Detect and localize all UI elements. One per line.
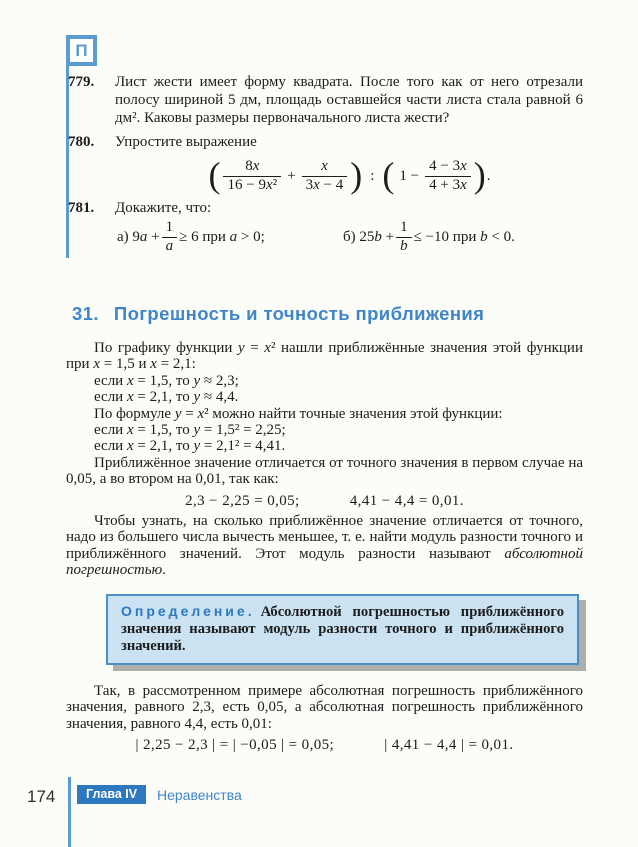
problem-text: Лист жести имеет форму квадрата. После того как от него отрезали полосу шириной 5 дм, площадь оставшейся части листа стала равной 6 дм². Каковы размеры первоначального листа жести?	[115, 74, 583, 126]
paragraph: По формуле y = x² можно найти точные значения этой функции:	[94, 405, 503, 422]
problem-781-items	[117, 220, 583, 255]
one-minus: 1 −	[399, 167, 420, 184]
page-number: 174	[27, 787, 56, 806]
fraction: $\frac{x}{3x - 4}$	[302, 159, 348, 194]
problem-text: Докажите, что:	[115, 199, 212, 216]
case-line: если x = 2,1, то y = 2,1² = 4,41.	[94, 438, 286, 455]
fraction: $\frac{1}{a}$	[162, 220, 178, 255]
problem-779	[68, 74, 583, 127]
problem-number: 780.	[68, 134, 95, 151]
equations-row	[66, 737, 583, 753]
case-line: если x = 1,5, то y = 1,5² = 2,25;	[94, 422, 286, 439]
section-title	[72, 303, 484, 325]
equation: | 4,41 − 4,4 | = 0,01.	[384, 736, 514, 753]
division-colon: :	[370, 167, 375, 184]
chapter-badge: Глава IV	[77, 785, 146, 804]
case-line: если x = 1,5, то y ≈ 2,3;	[94, 372, 239, 389]
problem-780	[68, 134, 583, 152]
equations-row	[66, 493, 583, 509]
fraction: $\frac{8x}{\text{16 − 9x²}}$	[223, 159, 281, 194]
paragraph: Чтобы узнать, на сколько приближённое значение отличается от точного, надо из большего числа вычесть меньшее, т. е. найти модуль разности точного и приближённого значений. Этот модуль разности называют абсолютной погрешностью.	[66, 513, 583, 579]
paragraph: По графику функции y = x² нашли приближённые значения этой функции при x = 1,5 и x = 2,1:	[66, 340, 583, 373]
case-line: если x = 2,1, то y ≈ 4,4.	[94, 389, 239, 406]
marker-letter: П	[75, 40, 88, 60]
paragraph: Приближённое значение отличается от точного значения в первом случае на 0,05, а во втором на 0,01, так как:	[66, 454, 583, 488]
equation: 2,3 − 2,25 = 0,05;	[185, 492, 300, 509]
period: .	[486, 167, 491, 184]
section-body	[66, 340, 583, 757]
problem-number: 779.	[68, 74, 95, 90]
definition-box	[106, 594, 579, 665]
fraction: $\frac{4 - 3x}{4 + 3x}$	[425, 159, 471, 194]
section-title-text: Погрешность и точность приближения	[113, 303, 485, 324]
item-a: а) 9a + $\frac{1}{a}$ ≥ 6 при a > 0;	[117, 219, 265, 255]
equation: | 2,25 − 2,3 | = | −0,05 | = 0,05;	[135, 736, 335, 753]
paragraph: Так, в рассмотренном примере абсолютная погрешность приближённого значения, равного 2,3, есть 0,05, а абсолютная погрешность приближённого значения, равного 4,4, есть 0,01:	[66, 682, 583, 732]
problem-number: 781.	[68, 199, 95, 216]
fraction: $\frac{1}{b}$	[396, 220, 412, 255]
chapter-title: Неравенства	[157, 787, 242, 803]
problem-781	[68, 200, 583, 218]
problems-section-marker-icon	[66, 35, 97, 66]
item-b: б) 25b + $\frac{1}{b}$ ≤ −10 при b < 0.	[343, 219, 515, 255]
definition-text	[121, 603, 564, 655]
section-number: 31.	[72, 303, 99, 324]
problem-text: Упростите выражение	[115, 134, 257, 151]
problem-780-formula: ( $\frac{8x}{\text{16 − 9x²}}$ + $\frac{x}{3x - 4}$ ) : ( 1 − $\frac{4 - 3x}{4 + 3x}$ ) .	[208, 155, 491, 196]
definition-body: Абсолютной погрешностью приближённого значения называют модуль разности точного и приближённого значений.	[121, 603, 564, 654]
definition-label: Определение.	[121, 602, 255, 619]
problems-block	[68, 74, 583, 255]
footer-left-rule	[68, 777, 71, 847]
plus-operator: +	[287, 167, 296, 184]
equation: 4,41 − 4,4 = 0,01.	[349, 492, 464, 509]
